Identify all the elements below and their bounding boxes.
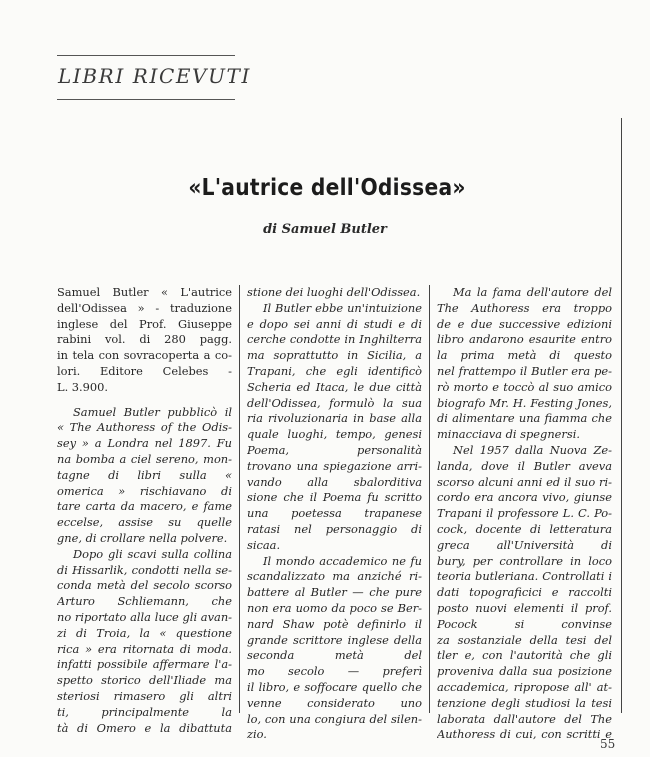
text-line: landa, dove il Butler aveva [437, 458, 612, 473]
text-line: tenzione degli studiosi la tesi [437, 695, 612, 710]
text-line: di Hissarlik, condotti nella se- [57, 562, 232, 577]
text-line: ria rivoluzionaria in base alla [247, 411, 422, 426]
column-divider-2 [429, 285, 430, 713]
text-line: Il mondo accademico ne fu [263, 553, 422, 568]
text-line: laborata dall'autore del The [437, 711, 612, 726]
text-line: lo, con una congiura del silen- [247, 711, 422, 726]
text-line: omerica » rischiavano di [57, 483, 232, 498]
text-line: dell'Odissea, formulò la sua [247, 395, 422, 410]
text-line: battere al Butler — che pure [247, 585, 422, 600]
text-line: sione che il Poema fu scritto [247, 490, 422, 505]
text-line: teoria butleriana. Controllati i [437, 569, 612, 584]
text-column-1 [57, 285, 232, 736]
text-line: nard Shaw potè definirlo il [247, 616, 422, 631]
bottom-rule [57, 99, 235, 100]
text-line: tà di Omero e la dibattuta [57, 720, 232, 735]
text-line: sey » a Londra nel 1897. Fu [57, 436, 232, 451]
text-line: ma soprattutto in Sicilia, a [247, 348, 422, 363]
text-line: mo secolo — preferì [247, 664, 422, 679]
text-line: « The Authoress of the Odis- [57, 420, 232, 435]
column-divider-1 [239, 285, 240, 713]
text-line: grande scrittore inglese della [247, 632, 422, 647]
text-line: Poema, personalità [247, 442, 422, 457]
text-line: za sostanziale della tesi del [437, 632, 612, 647]
text-line: de e due successive edizioni [437, 316, 612, 331]
text-line: scandalizzato ma anziché ri- [247, 569, 422, 584]
text-line: greca all'Università di [437, 537, 612, 552]
text-line: tare carta da macero, e fame [57, 499, 232, 514]
text-line: ratasi nel personaggio di [247, 521, 422, 536]
text-line: dell'Odissea » - traduzione [57, 300, 232, 315]
text-line: sicaa. [247, 537, 281, 552]
text-line: dati topograficici e raccolti [437, 585, 612, 600]
text-line: nel frattempo il Butler era pe- [437, 363, 612, 378]
text-line: Nel 1957 dalla Nuova Ze- [453, 442, 612, 457]
text-line: stione dei luoghi dell'Odissea. [247, 285, 421, 299]
text-line: Samuel Butler « L'autrice [57, 285, 232, 299]
text-line: Authoress di cui, con scritti e [437, 727, 612, 742]
text-line: minacciava di spegnersi. [437, 427, 580, 442]
text-line: in tela con sovracoperta a co- [57, 348, 232, 363]
text-line: biografo Mr. H. Festing Jones, [437, 395, 612, 410]
text-line: gne, di crollare nella polvere. [57, 530, 228, 545]
text-line: eccelse, assise su quelle [57, 515, 232, 530]
section-title: LIBRI RICEVUTI [58, 64, 251, 88]
text-line: zi di Troia, la « questione [57, 625, 232, 640]
text-line: no riportato alla luce gli avan- [57, 609, 232, 624]
article-author: di Samuel Butler [263, 222, 387, 237]
text-line: Ma la fama dell'autore del [453, 285, 612, 299]
text-line: tler e, con l'autorità che gli [437, 648, 612, 663]
text-line: Pocock si convinse [437, 616, 612, 631]
text-line: conda metà del secolo scorso [57, 578, 232, 593]
text-line: Trapani il professore L. C. Po- [437, 506, 612, 521]
text-line: venne considerato uno [247, 695, 422, 710]
text-line: bury, per controllare in loco [437, 553, 612, 568]
text-line: seconda metà del [247, 648, 422, 663]
text-line: scorso alcuni anni ed il suo ri- [437, 474, 612, 489]
text-line: di alimentare una fiamma che [437, 411, 612, 426]
text-column-2 [247, 285, 422, 743]
text-line: una poetessa trapanese [247, 506, 422, 521]
text-line: rabini vol. di 280 pagg. [57, 332, 232, 347]
text-line: vando alla sbalorditiva [247, 474, 422, 489]
text-line: cerche condotte in Inghilterra [247, 332, 422, 347]
text-line: zio. [247, 727, 267, 742]
text-line: trovano una spiegazione arri- [247, 458, 422, 473]
text-line: Trapani, che egli identificò [247, 363, 422, 378]
text-line: il libro, e soffocare quello che [247, 679, 422, 694]
text-line: Dopo gli scavi sulla collina [73, 546, 232, 561]
text-line: infatti possibile affermare l'a- [57, 657, 232, 672]
text-line: spetto storico dell'Iliade ma [57, 673, 232, 688]
text-line: rica » era ritornata di moda. [57, 641, 232, 656]
text-line: non era uomo da poco se Ber- [247, 600, 422, 615]
text-line: proveniva dalla sua posizione [437, 664, 612, 679]
text-line: Arturo Schliemann, che [57, 594, 232, 609]
text-line: steriosi rimasero gli altri [57, 688, 232, 703]
text-line: na bomba a ciel sereno, mon- [57, 451, 232, 466]
article-title: «L'autrice dell'Odissea» [188, 175, 466, 201]
text-line: la prima metà di questo [437, 348, 612, 363]
text-line: rò morto e toccò al suo amico [437, 379, 612, 394]
text-column-3 [437, 285, 612, 743]
text-line: The Authoress era troppo [437, 300, 612, 315]
text-line: tagne di libri sulla « [57, 467, 232, 482]
text-line: cock, docente di letteratura [437, 521, 612, 536]
top-rule [57, 55, 235, 56]
text-line: libro andarono esaurite entro [437, 332, 612, 347]
text-line: inglese del Prof. Giuseppe [57, 316, 232, 331]
text-line: Scheria ed Itaca, le due città [247, 379, 422, 394]
right-vertical-rule [621, 118, 622, 713]
text-line: posto nuovi elementi il prof. [437, 600, 612, 615]
text-line: lori. Editore Celebes - [57, 363, 232, 378]
text-line: accademica, ripropose all' at- [437, 679, 612, 694]
text-line: cordo era ancora vivo, giunse [437, 490, 612, 505]
text-line: Samuel Butler pubblicò il [73, 404, 232, 419]
text-line: ti, principalmente la [57, 704, 232, 719]
page-number: 55 [600, 737, 616, 751]
text-line: e dopo sei anni di studi e di [247, 316, 422, 331]
text-line: L. 3.900. [57, 379, 109, 394]
text-line: Il Butler ebbe un'intuizione [263, 300, 422, 315]
text-line: quale luoghi, tempo, genesi [247, 427, 422, 442]
